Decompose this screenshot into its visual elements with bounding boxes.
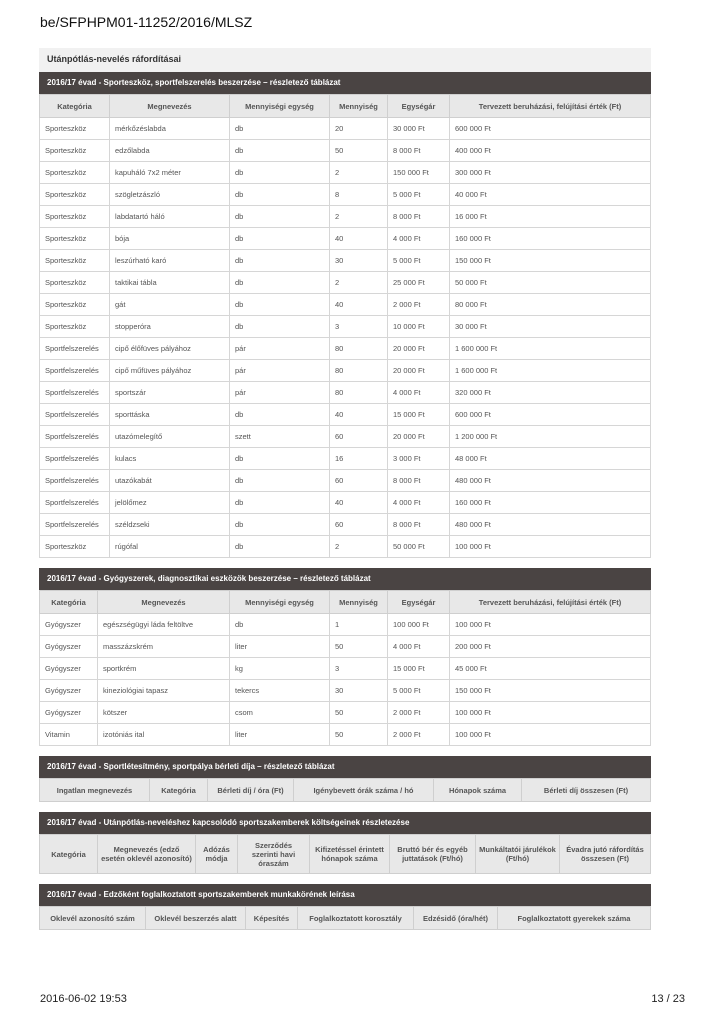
table-cell: 100 000 Ft [450,536,651,558]
column-header: Ingatlan megnevezés [40,779,150,802]
section-staff-costs-title: 2016/17 évad - Utánpótlás-neveléshez kapcsolódó sportszakemberek költségeinek részletezése [39,812,651,834]
table-cell: 50 [330,636,388,658]
table-cell: 8 000 Ft [388,206,450,228]
table-cell: szett [230,426,330,448]
column-header: Igénybevett órák száma / hó [294,779,434,802]
table-row [40,614,651,636]
table-row [40,228,651,250]
table-cell: 200 000 Ft [450,636,651,658]
table-cell: 160 000 Ft [450,492,651,514]
table-cell: 15 000 Ft [388,404,450,426]
column-header: Kategória [150,779,208,802]
table-row [40,448,651,470]
column-header: Bruttó bér és egyéb juttatások (Ft/hó) [390,835,476,874]
table-cell: 600 000 Ft [450,118,651,140]
table-cell: db [230,272,330,294]
column-header: Mennyiségi egység [230,591,330,614]
table-row [40,140,651,162]
table-cell: db [230,492,330,514]
table-row [40,382,651,404]
section-coach-duties-title: 2016/17 évad - Edzőként foglalkoztatott sportszakemberek munkakörének leírása [39,884,651,906]
table-cell: Sportfelszerelés [40,360,110,382]
table-cell: db [230,118,330,140]
table-cell: 8 000 Ft [388,140,450,162]
column-header: Oklevél azonosító szám [40,907,146,930]
table-cell: 2 000 Ft [388,702,450,724]
table-cell: utazómelegítő [110,426,230,448]
table-cell: tekercs [230,680,330,702]
column-header: Bérleti díj / óra (Ft) [208,779,294,802]
table-cell: 4 000 Ft [388,228,450,250]
table-cell: db [230,140,330,162]
table-cell: db [230,614,330,636]
table-cell: 5 000 Ft [388,680,450,702]
column-header: Oklevél beszerzés alatt [146,907,246,930]
table-cell: Sportfelszerelés [40,470,110,492]
table-cell: 5 000 Ft [388,184,450,206]
column-header: Adózás módja [196,835,238,874]
column-header: Egységár [388,95,450,118]
table-cell: 20 000 Ft [388,360,450,382]
column-header: Megnevezés [98,591,230,614]
table-cell: 2 [330,536,388,558]
table-cell: pár [230,382,330,404]
table-cell: liter [230,636,330,658]
table-cell: 80 [330,360,388,382]
table-row [40,338,651,360]
table-cell: db [230,536,330,558]
table-cell: 50 [330,140,388,162]
table-cell: Sporteszköz [40,206,110,228]
table-cell: 100 000 Ft [450,724,651,746]
table-cell: Sporteszköz [40,294,110,316]
table-cell: 3 [330,316,388,338]
table-cell: 1 200 000 Ft [450,426,651,448]
table-cell: Sportfelszerelés [40,426,110,448]
table-cell: 16 000 Ft [450,206,651,228]
table-cell: db [230,470,330,492]
table-cell: Sportfelszerelés [40,404,110,426]
table-row [40,470,651,492]
coach-duties-table [39,906,651,930]
table-cell: leszúrható karó [110,250,230,272]
table-cell: 8 000 Ft [388,470,450,492]
table-cell: db [230,228,330,250]
table-row [40,426,651,448]
table-cell: jelölőmez [110,492,230,514]
table-cell: sporttáska [110,404,230,426]
table-cell: 1 600 000 Ft [450,338,651,360]
table-cell: db [230,404,330,426]
column-header: Bérleti díj összesen (Ft) [522,779,651,802]
table-cell: 25 000 Ft [388,272,450,294]
table-cell: 8 [330,184,388,206]
table-cell: db [230,206,330,228]
table-cell: 50 000 Ft [388,536,450,558]
column-header: Megnevezés [110,95,230,118]
table-cell: szögletzászló [110,184,230,206]
column-header: Mennyiség [330,95,388,118]
table-cell: izotóniás ital [98,724,230,746]
table-row [40,636,651,658]
table-cell: Sporteszköz [40,536,110,558]
table-cell: 2 000 Ft [388,294,450,316]
table-cell: 2 000 Ft [388,724,450,746]
table-cell: db [230,250,330,272]
footer-datetime: 2016-06-02 19:53 [40,993,127,1005]
table-cell: 30 000 Ft [450,316,651,338]
table-cell: 480 000 Ft [450,470,651,492]
table-cell: stopperóra [110,316,230,338]
column-header: Munkáltatói járulékok (Ft/hó) [476,835,560,874]
table-cell: mérkőzéslabda [110,118,230,140]
table-cell: 100 000 Ft [450,614,651,636]
table-cell: edzőlabda [110,140,230,162]
table-cell: 1 600 000 Ft [450,360,651,382]
table-cell: Sporteszköz [40,184,110,206]
table-cell: 5 000 Ft [388,250,450,272]
table-cell: 100 000 Ft [450,702,651,724]
table-cell: db [230,316,330,338]
column-header: Kategória [40,95,110,118]
column-header: Kategória [40,835,98,874]
sport-equipment-table [39,94,651,558]
table-cell: csom [230,702,330,724]
table-cell: Sporteszköz [40,272,110,294]
table-cell: kulacs [110,448,230,470]
table-cell: 3 [330,658,388,680]
table-cell: Sportfelszerelés [40,492,110,514]
table-cell: 320 000 Ft [450,382,651,404]
table-cell: Gyógyszer [40,614,98,636]
table-cell: db [230,514,330,536]
table-cell: 50 [330,702,388,724]
table-cell: 40 [330,228,388,250]
table-cell: 150 000 Ft [450,680,651,702]
table-cell: 40 [330,404,388,426]
table-cell: 100 000 Ft [388,614,450,636]
column-header: Egységár [388,591,450,614]
table-row [40,536,651,558]
table-row [40,206,651,228]
table-cell: Sportfelszerelés [40,448,110,470]
table-cell: 400 000 Ft [450,140,651,162]
table-cell: 600 000 Ft [450,404,651,426]
table-cell: 2 [330,206,388,228]
table-cell: 30 [330,250,388,272]
table-row [40,514,651,536]
table-cell: Sporteszköz [40,140,110,162]
column-header: Képesítés [246,907,298,930]
table-cell: rúgófal [110,536,230,558]
table-cell: db [230,294,330,316]
table-row [40,680,651,702]
table-cell: Gyógyszer [40,636,98,658]
table-cell: 480 000 Ft [450,514,651,536]
table-cell: Sporteszköz [40,250,110,272]
table-cell: cipő műfüves pályához [110,360,230,382]
column-header: Mennyiségi egység [230,95,330,118]
column-header: Edzésidő (óra/hét) [414,907,498,930]
table-cell: Sporteszköz [40,118,110,140]
table-cell: db [230,184,330,206]
medicine-table [39,590,651,746]
table-cell: 1 [330,614,388,636]
table-cell: 4 000 Ft [388,636,450,658]
table-cell: Sportfelszerelés [40,382,110,404]
table-cell: egészségügyi láda feltöltve [98,614,230,636]
table-cell: 16 [330,448,388,470]
table-cell: utazókabát [110,470,230,492]
table-cell: labdatartó háló [110,206,230,228]
column-header: Mennyiség [330,591,388,614]
table-cell: 80 [330,382,388,404]
table-cell: 40 [330,294,388,316]
table-cell: liter [230,724,330,746]
table-cell: 48 000 Ft [450,448,651,470]
table-cell: 4 000 Ft [388,382,450,404]
column-header: Szerződés szerinti havi óraszám [238,835,310,874]
table-cell: kineziológiai tapasz [98,680,230,702]
table-cell: 40 000 Ft [450,184,651,206]
table-cell: sportkrém [98,658,230,680]
facility-rent-table [39,778,651,802]
table-cell: Sporteszköz [40,228,110,250]
table-row [40,118,651,140]
costs-panel [39,48,651,930]
table-cell: db [230,162,330,184]
table-cell: kg [230,658,330,680]
table-cell: 10 000 Ft [388,316,450,338]
table-cell: 4 000 Ft [388,492,450,514]
table-cell: 8 000 Ft [388,514,450,536]
section-medicine-title: 2016/17 évad - Gyógyszerek, diagnosztikai eszközök beszerzése – részletező táblázat [39,568,651,590]
table-cell: 45 000 Ft [450,658,651,680]
table-cell: 40 [330,492,388,514]
table-cell: Gyógyszer [40,702,98,724]
column-header: Kategória [40,591,98,614]
table-cell: Sporteszköz [40,162,110,184]
section-facility-rent-title: 2016/17 évad - Sportlétesítmény, sportpálya bérleti díja – részletező táblázat [39,756,651,778]
table-cell: bója [110,228,230,250]
table-cell: 30 000 Ft [388,118,450,140]
table-row [40,316,651,338]
table-cell: sportszár [110,382,230,404]
section-sport-equipment-title: 2016/17 évad - Sporteszköz, sportfelszerelés beszerzése – részletező táblázat [39,72,651,94]
table-cell: 60 [330,514,388,536]
table-row [40,184,651,206]
table-row [40,492,651,514]
table-cell: kötszer [98,702,230,724]
table-cell: 150 000 Ft [388,162,450,184]
table-cell: gát [110,294,230,316]
table-cell: 80 000 Ft [450,294,651,316]
column-header: Tervezett beruházási, felújítási érték (Ft) [450,591,651,614]
table-cell: Sportfelszerelés [40,514,110,536]
table-cell: 3 000 Ft [388,448,450,470]
column-header: Megnevezés (edző esetén oklevél azonosító) [98,835,196,874]
table-row [40,294,651,316]
table-cell: 20 [330,118,388,140]
column-header: Tervezett beruházási, felújítási érték (Ft) [450,95,651,118]
table-cell: Sportfelszerelés [40,338,110,360]
table-row [40,360,651,382]
table-cell: 80 [330,338,388,360]
table-row [40,702,651,724]
table-cell: cipő élőfüves pályához [110,338,230,360]
table-cell: 160 000 Ft [450,228,651,250]
table-cell: 15 000 Ft [388,658,450,680]
table-cell: 50 [330,724,388,746]
table-cell: 20 000 Ft [388,338,450,360]
column-header: Kifizetéssel érintett hónapok száma [310,835,390,874]
table-cell: masszázskrém [98,636,230,658]
table-cell: Gyógyszer [40,658,98,680]
column-header: Hónapok száma [434,779,522,802]
document-id: be/SFPHPM01-11252/2016/MLSZ [40,14,253,30]
table-row [40,272,651,294]
table-row [40,404,651,426]
table-row [40,250,651,272]
table-cell: 20 000 Ft [388,426,450,448]
table-cell: Sporteszköz [40,316,110,338]
table-cell: 50 000 Ft [450,272,651,294]
column-header: Évadra jutó ráfordítás összesen (Ft) [560,835,651,874]
panel-title: Utánpótlás-nevelés ráfordításai [39,48,651,72]
staff-costs-table [39,834,651,874]
table-row [40,658,651,680]
table-cell: pár [230,360,330,382]
table-cell: kapuháló 7x2 méter [110,162,230,184]
table-cell: pár [230,338,330,360]
column-header: Foglalkoztatott korosztály [298,907,414,930]
footer-page-number: 13 / 23 [651,993,685,1005]
table-cell: db [230,448,330,470]
table-cell: 60 [330,470,388,492]
table-cell: 300 000 Ft [450,162,651,184]
table-cell: 2 [330,162,388,184]
table-cell: 2 [330,272,388,294]
table-cell: Vitamin [40,724,98,746]
table-row [40,724,651,746]
table-cell: 150 000 Ft [450,250,651,272]
table-cell: 60 [330,426,388,448]
table-cell: széldzseki [110,514,230,536]
table-cell: 30 [330,680,388,702]
table-cell: Gyógyszer [40,680,98,702]
column-header: Foglalkoztatott gyerekek száma [498,907,651,930]
table-row [40,162,651,184]
table-cell: taktikai tábla [110,272,230,294]
